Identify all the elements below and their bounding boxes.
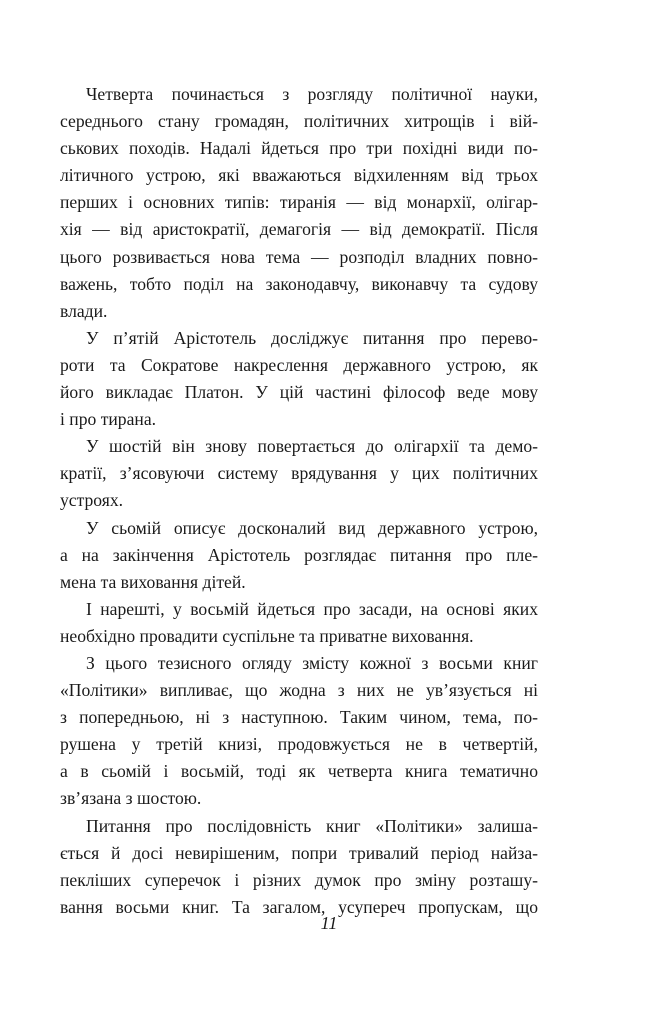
text-line: важень, тобто поділ на законодавчу, виконавчу та судову — [60, 273, 538, 294]
text-line: роти та Сократове накреслення державного устрою, як — [60, 354, 538, 375]
text-line: його викладає Платон. У цій частині філософ веде мову — [60, 382, 538, 403]
text-line: зв’язана з шостою. — [60, 788, 202, 809]
page-body — [60, 81, 538, 921]
paragraph — [60, 81, 538, 325]
text-line: З цього тезисного огляду змісту кожної з восьми книг — [86, 652, 538, 673]
text-line: а на закінчення Арістотель розглядає питання про пле- — [60, 544, 538, 565]
paragraph — [60, 515, 538, 596]
text-line: У п’ятій Арістотель досліджує питання про перево- — [86, 327, 538, 348]
text-line: ється й досі невирішеним, попри тривалий період найза- — [60, 842, 538, 863]
page-number: 11 — [320, 913, 338, 933]
text-line: І нарешті, у восьмій йдеться про засади, на основі яких — [86, 598, 538, 619]
text-line: устроях. — [60, 490, 124, 511]
text-line: рушена у третій книзі, продовжується не в четвертій, — [60, 734, 538, 755]
text-line: перших і основних типів: тиранія — від монархії, олігар- — [60, 192, 538, 213]
text-line: вання восьми книг. Та загалом, усупереч пропускам, що — [60, 896, 538, 917]
paragraph — [60, 325, 538, 433]
text-line: ськових походів. Надалі йдеться про три похідні види по- — [60, 138, 538, 159]
paragraph — [60, 596, 538, 650]
text-line: середнього стану громадян, політичних хитрощів і вій- — [60, 111, 538, 132]
text-line: влади. — [60, 300, 108, 321]
text-line: і про тирана. — [60, 409, 157, 430]
text-line: кратії, з’ясовуючи систему врядування у цих політичних — [60, 463, 538, 484]
text-line: Питання про послідовність книг «Політики» залиша- — [86, 815, 538, 836]
text-line: У сьомій описує досконалий вид державного устрою, — [86, 517, 538, 538]
text-line: «Політики» випливає, що жодна з них не ув’язується ні — [60, 680, 538, 701]
text-line: необхідно провадити суспільне та приватне виховання. — [60, 625, 474, 646]
text-line: літичного устрою, які вважаються відхиленням від трьох — [60, 165, 538, 186]
text-line: пекліших суперечок і різних думок про зміну розташу- — [60, 869, 538, 890]
text-line: з попередньою, ні з наступною. Таким чином, тема, по- — [60, 707, 538, 728]
text-line: У шостій він знову повертається до олігархії та демо- — [86, 436, 538, 457]
paragraph — [60, 433, 538, 514]
text-line: цього розвивається нова тема — розподіл владних повно- — [60, 246, 538, 267]
text-line: Четверта починається з розгляду політичної науки, — [86, 84, 538, 104]
text-line: хія — від аристократії, демагогія — від демократії. Після — [60, 219, 538, 240]
text-line: а в сьомій і восьмій, тоді як четверта книга тематично — [60, 761, 538, 782]
paragraph — [60, 650, 538, 813]
paragraph — [60, 813, 538, 921]
text-line: мена та виховання дітей. — [60, 571, 246, 592]
